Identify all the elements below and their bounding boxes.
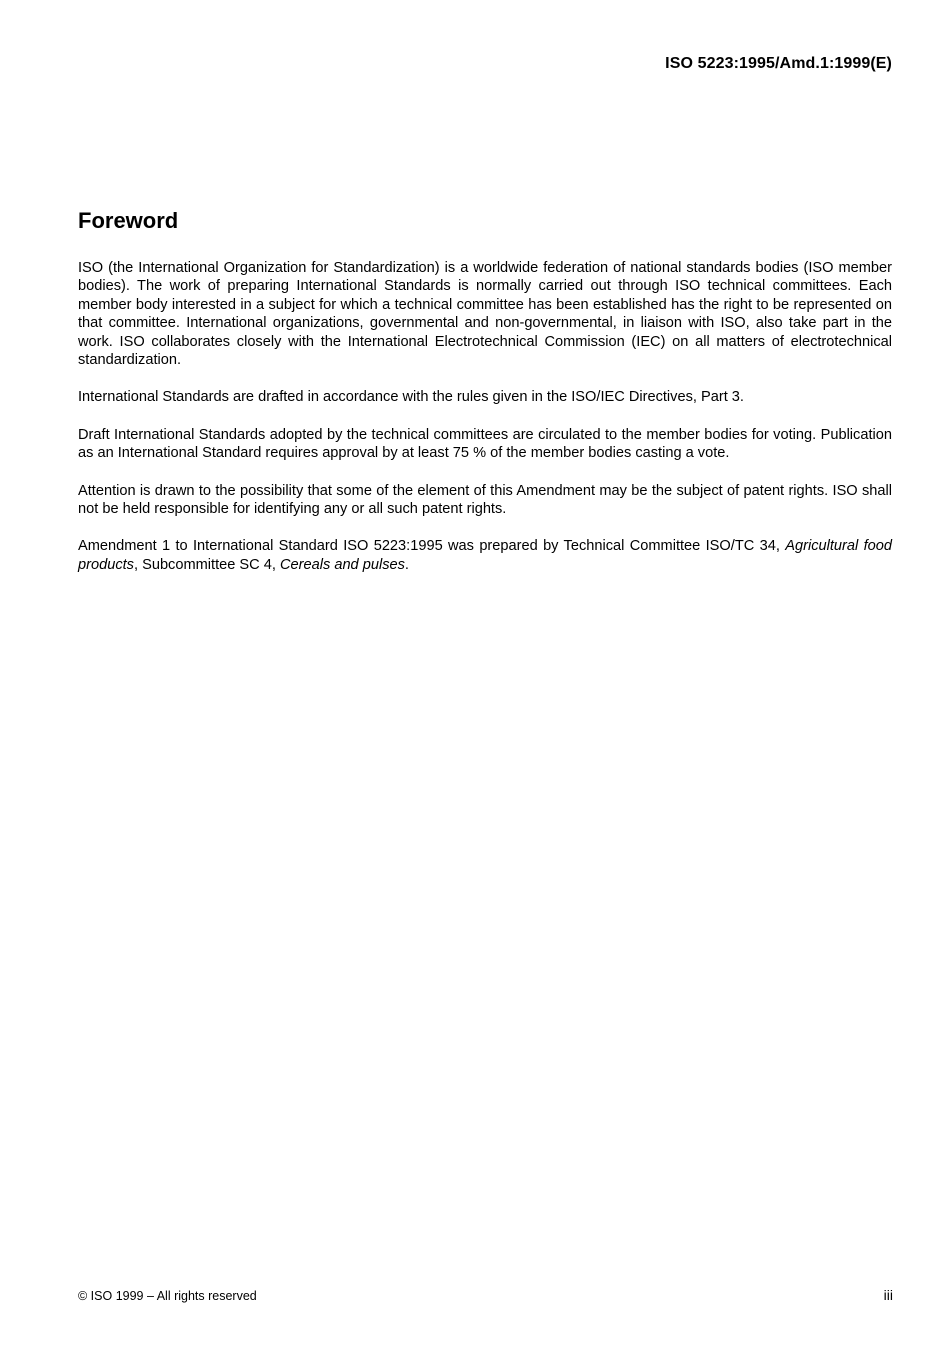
paragraph-iso-federation: ISO (the International Organization for Standardization) is a worldwide federation of national standards bodies (ISO member bodies). The work of preparing International Standards is normally carried out through ISO technical committees. Each member body interested in a subject for which a technical committee has been established has the right to be represented on that committee. International organizations, governmental and non-governmental, in liaison with ISO, also take part in the work. ISO collaborates closely with the International Electrotechnical Commission (IEC) on all matters of electrotechnical standardization.	[78, 260, 892, 369]
page-number: iii	[883, 1287, 893, 1303]
paragraph-amendment	[78, 537, 892, 574]
subcommittee-name: Cereals and pulses	[279, 556, 405, 573]
copyright-notice: © ISO 1999 – All rights reserved	[78, 1289, 257, 1303]
paragraph-patent-rights: Attention is drawn to the possibility that some of the element of this Amendment may be the subject of patent rights. ISO shall not be held responsible for identifying any or all such patent rights.	[78, 482, 892, 518]
amendment-text-part3: .	[404, 556, 409, 573]
amendment-text-part2: , Subcommittee SC 4,	[133, 556, 280, 573]
document-id-header: ISO 5223:1995/Amd.1:1999(E)	[665, 55, 892, 72]
amendment-text-part1: Amendment 1 to International Standard ISO 5223:1995 was prepared by Technical Committee ISO/TC 34,	[78, 538, 786, 555]
paragraph-drafting-rules: International Standards are drafted in accordance with the rules given in the ISO/IEC Directives, Part 3.	[78, 389, 744, 406]
foreword-body	[78, 259, 892, 593]
paragraph-voting: Draft International Standards adopted by the technical committees are circulated to the member bodies for voting. Publication as an International Standard requires approval by at least 75 % of the member bodies casting a vote.	[78, 426, 892, 462]
committee-name: Agricultural food products	[78, 538, 892, 573]
foreword-heading: Foreword	[78, 208, 179, 233]
